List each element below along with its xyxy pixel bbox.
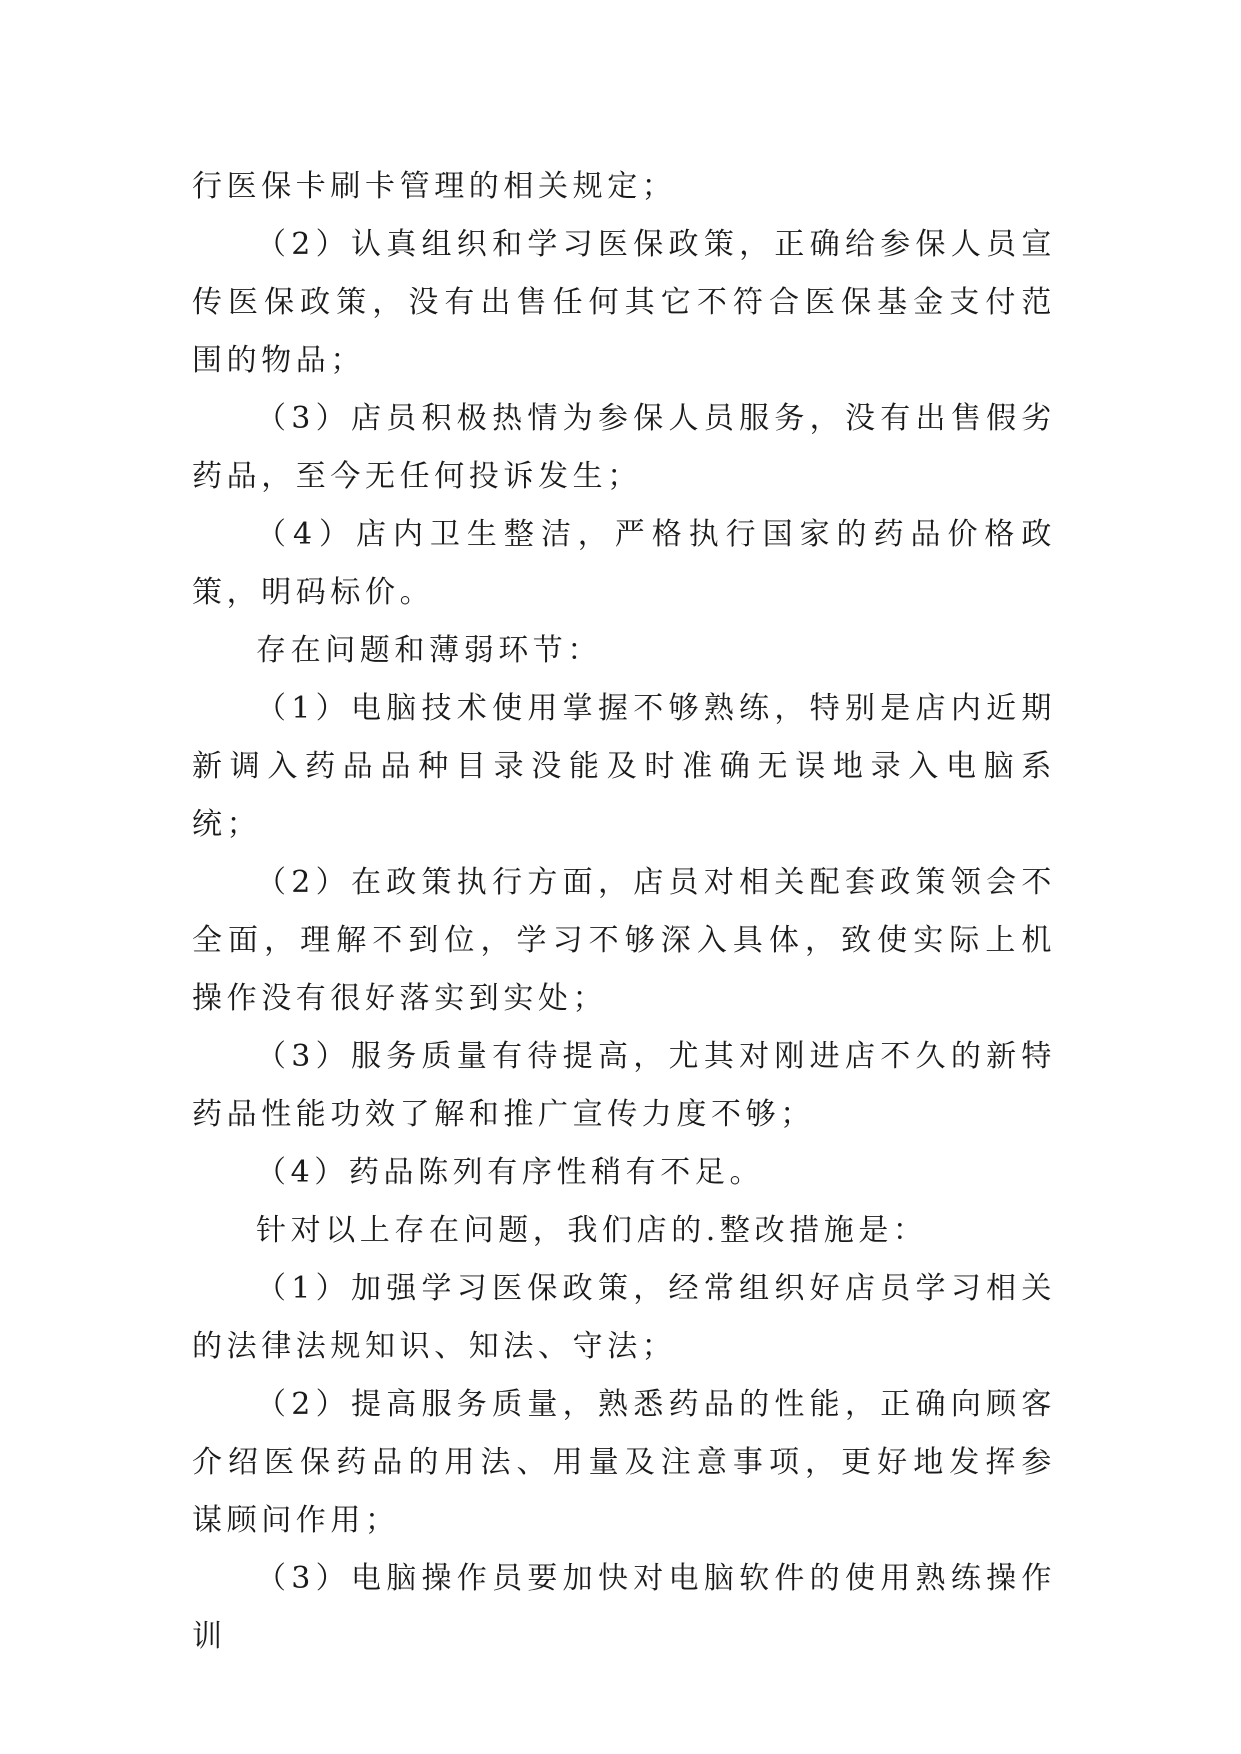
section-heading-problems: 存在问题和薄弱环节： xyxy=(256,633,602,668)
paragraph-problem-1-computer: （1）电脑技术使用掌握不够熟练，特别是店内近期新调入药品品种目录没能及时准确无误地录入电脑系统； xyxy=(192,691,1056,842)
paragraph-item-2-policy-study: （2）认真组织和学习医保政策，正确给参保人员宣传医保政策，没有出售任何其它不符合医保基金支付范围的物品； xyxy=(192,227,1056,378)
paragraph-measure-2-service: （2）提高服务质量，熟悉药品的性能，正确向顾客介绍医保药品的用法、用量及注意事项，更好地发挥参谋顾问作用； xyxy=(192,1387,1056,1538)
paragraph-item-4-hygiene-pricing: （4）店内卫生整洁，严格执行国家的药品价格政策，明码标价。 xyxy=(192,517,1056,610)
paragraph-problem-3-service-quality: （3）服务质量有待提高，尤其对刚进店不久的新特药品性能功效了解和推广宣传力度不够； xyxy=(192,1039,1056,1132)
section-heading-measures: 针对以上存在问题，我们店的.整改措施是： xyxy=(256,1213,928,1248)
paragraph-problem-2-policy: （2）在政策执行方面，店员对相关配套政策领会不全面，理解不到位，学习不够深入具体，致使实际上机操作没有很好落实到实处； xyxy=(192,865,1056,1016)
paragraph-measure-3-computer: （3）电脑操作员要加快对电脑软件的使用熟练操作训 xyxy=(192,1561,1056,1654)
body-text xyxy=(192,158,1056,1666)
paragraph-problem-4-display: （4）药品陈列有序性稍有不足。 xyxy=(256,1155,765,1190)
paragraph-continuation: 行医保卡刷卡管理的相关规定； xyxy=(192,169,677,204)
paragraph-item-3-service: （3）店员积极热情为参保人员服务，没有出售假劣药品，至今无任何投诉发生； xyxy=(192,401,1056,494)
paragraph-measure-1-study: （1）加强学习医保政策，经常组织好店员学习相关的法律法规知识、知法、守法； xyxy=(192,1271,1056,1364)
